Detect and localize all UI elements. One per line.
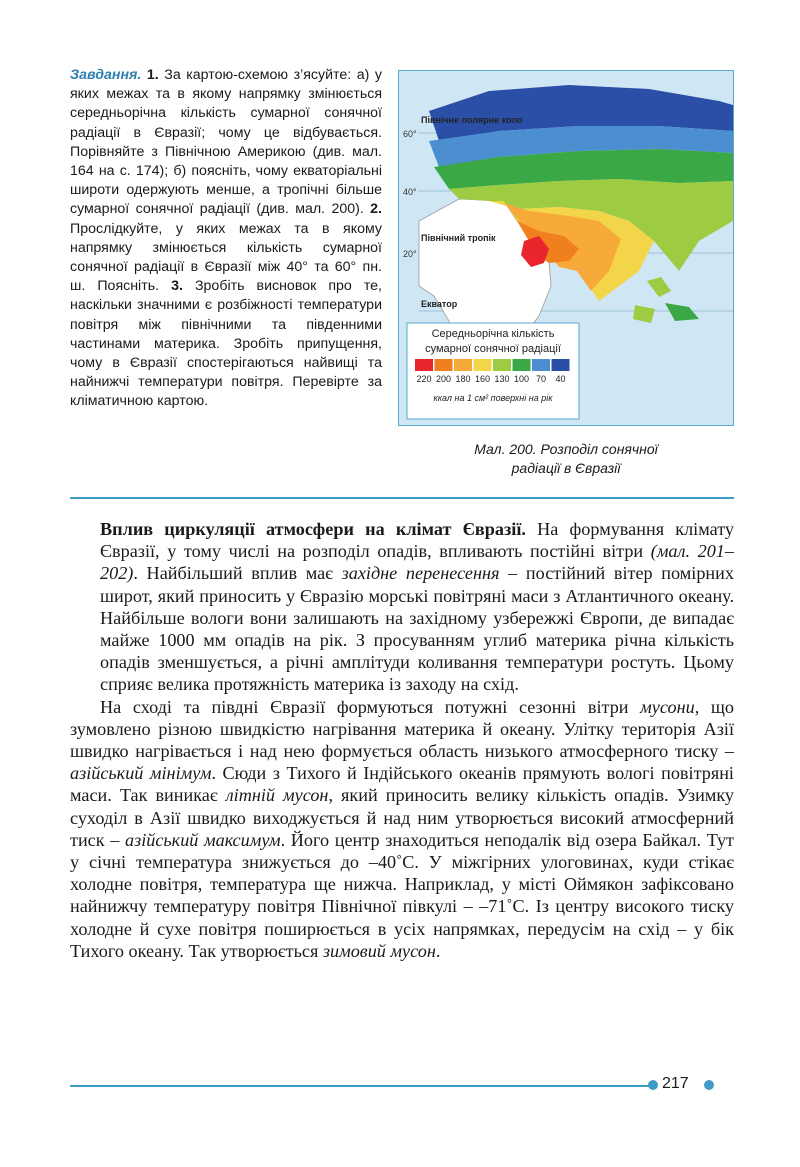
p2-text-b: , що зумовлено різною швидкістю нагрівання материка й океану. Улітку територія Азії швидко нагрівається і над нею формується область низького атмосферного тиску – xyxy=(70,696,734,762)
lat-20-label: 20° xyxy=(403,249,417,259)
term-summer-monsoon: літній мусон xyxy=(225,785,329,806)
p2-text-c: . Сюди з Тихого й Індійського океанів прямують вологі повітряні маси. Так виникає xyxy=(70,763,734,806)
legend-swatch xyxy=(552,359,570,371)
p2-text-f: . xyxy=(435,940,441,961)
legend-swatch xyxy=(474,359,492,371)
legend-value: 200 xyxy=(435,374,452,384)
p2-text-d: , який приносить велику кількість опадів. Узимку суходіл в Азії швидко виходжується й над ним утворюється високий атмосферний тиск – xyxy=(70,785,735,850)
task-lead: Завдання. xyxy=(70,67,142,83)
legend-value: 40 xyxy=(555,374,566,384)
task-num-1: 1. xyxy=(146,67,159,83)
task-num-2: 2. xyxy=(370,201,382,218)
legend-value: 220 xyxy=(416,374,432,384)
footer-line xyxy=(70,1085,650,1087)
arctic-circle-label: Північне полярне коло xyxy=(421,115,523,125)
legend-title-line1: Середньорічна кількість xyxy=(431,328,555,340)
task-text-2: Прослідкуйте, у яких межах та в якому напрямку змінюється кількість сумарної сонячної радіації в Євразії між 40° та 60° пн. ш. Поясніть. xyxy=(70,220,382,295)
legend-swatch xyxy=(415,359,433,371)
task-text-1: За картою-схемою з’ясуйте: а) у яких межах та в якому напрямку змінюється середньорічна кількість сумарної сонячної радіації в Євразії; чому це відбувається. Порівняйте з Північною Америкою (див. мал. 164 на с. 174); б) поясніть, чому екваторіальні широти одержують менше, а тропічні більше сумарної сонячної радіації (див. мал. 200). xyxy=(70,67,382,218)
map-svg xyxy=(399,71,733,425)
legend-swatch xyxy=(532,359,550,371)
p1-text-c: – постійний вітер помірних широт, який приносить у Євразію морські повітряні маси з Атлантичного океану. Найбільше вологи вони залишають на західному узбережжі Європи, де випадає майже 1000 мм опадів на рік. З просуванням углиб материка річна кількість опадів зменшується, а річні амплітуди коливання температури ростуть. Цьому сприяє велика протяжність материка із заходу на схід. xyxy=(100,563,734,695)
legend-unit: ккал на 1 см² поверхні на рік xyxy=(433,393,553,403)
p1-text-a: На формування клімату Євразії, у тому числі на розподіл опадів, впливають постійні вітри xyxy=(100,519,734,562)
page-number: 217 xyxy=(662,1075,689,1092)
equator-label: Екватор xyxy=(421,299,458,309)
caption-line-1: Мал. 200. Розподіл сонячної xyxy=(474,441,658,457)
legend-value: 160 xyxy=(474,374,491,384)
section-divider xyxy=(70,497,734,499)
lat-60-label: 60° xyxy=(403,129,417,139)
map-legend xyxy=(407,323,579,419)
lat-40-label: 40° xyxy=(403,187,417,197)
dot-left-icon xyxy=(648,1080,658,1090)
solar-radiation-map xyxy=(398,70,734,426)
legend-value: 70 xyxy=(535,374,547,384)
p2-text-e: . Його центр знаходиться неподалік від озера Байкал. Тут у січні температура знижується до –40˚С. У міжгірних улоговинах, куди стікає холодне повітря, температура ще нижча. Наприклад, у місті Оймякон зафіксовано найнижчу температуру повітря Північної півкулі – –71˚С. Із центру високого тиску холодне й сухе повітря поширюється в усіх напрямках, передусім на схід – у бік Тихого океану. Так утворюється xyxy=(70,829,734,961)
term-monsoons: мусони xyxy=(640,696,695,717)
section-heading: Вплив циркуляції атмосфери на клімат Євразії. xyxy=(100,519,526,539)
task-text-3: Зробіть висновок про те, наскільки значними є розбіжності температури повітря між північними та південними частинами материка. Зробіть припущення, чому в Євразії спостерігаються найвищі та найнижчі температури повітря. Перевірте за кліматичною картою. xyxy=(70,278,382,410)
task-text xyxy=(70,66,382,412)
paragraph-2 xyxy=(70,696,734,962)
page-number-block xyxy=(648,1074,734,1096)
legend-swatch xyxy=(513,359,531,371)
legend-value: 100 xyxy=(513,374,530,384)
p1-text-b: . Найбільший вплив має xyxy=(133,563,342,584)
task-num-3: 3. xyxy=(171,278,183,295)
term-asian-minimum: азійський мінімум xyxy=(70,763,212,784)
legend-swatch xyxy=(493,359,511,371)
figure-caption xyxy=(398,440,734,478)
legend-swatch xyxy=(454,359,472,371)
tropic-label: Північний тропік xyxy=(421,233,496,243)
paragraph-1 xyxy=(100,518,734,696)
legend-value: 130 xyxy=(494,374,510,384)
p1-figure-ref: (мал. 201–202) xyxy=(100,541,734,584)
task-block xyxy=(70,66,382,412)
legend-title-line2: сумарної сонячної радіації xyxy=(425,343,561,355)
term-westerly-transfer: західне перенесення xyxy=(341,563,500,584)
term-asian-maximum: азійський максимум xyxy=(125,829,281,850)
p2-text-a: На сході та півдні Євразії формуються потужні сезонні вітри xyxy=(100,696,641,717)
term-winter-monsoon: зимовий мусон xyxy=(322,940,436,961)
dot-right-icon xyxy=(704,1080,714,1090)
legend-swatch xyxy=(435,359,453,371)
legend-value: 180 xyxy=(455,374,471,384)
caption-line-2: радіації в Євразії xyxy=(511,460,621,476)
main-text xyxy=(70,518,735,962)
